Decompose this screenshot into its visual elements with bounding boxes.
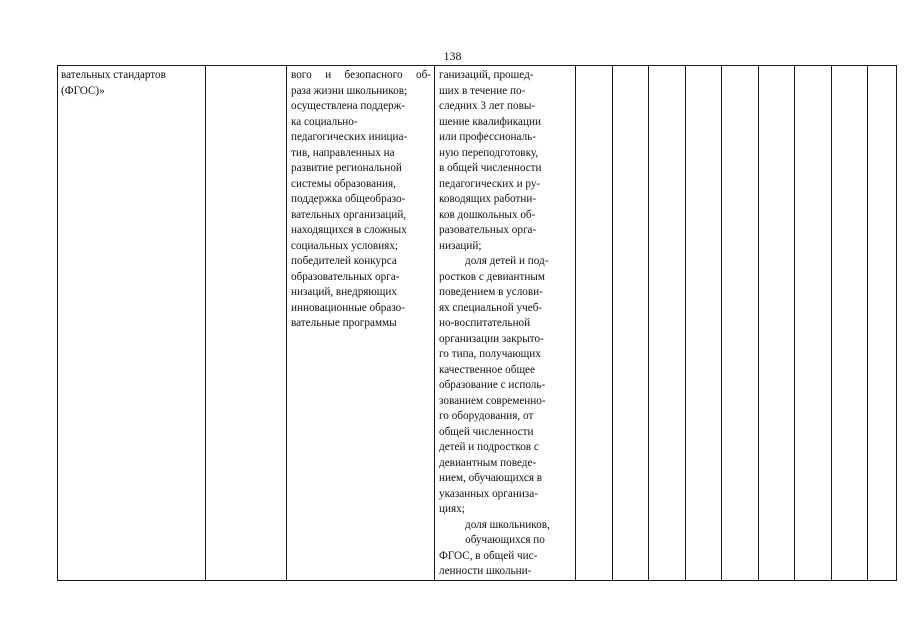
col4-line: в общей численности (439, 162, 542, 174)
col3-line: победителей конкурса (291, 255, 397, 267)
col3-line: тив, направленных на (291, 146, 395, 159)
col4-line: или профессиональ- (439, 131, 536, 143)
col4-line: нием, обучающихся в (439, 472, 543, 484)
cell-value-4 (686, 66, 722, 581)
col3-line: социальных условиях; (291, 239, 399, 252)
col4-line: ФГОС, в общей чис- (439, 549, 538, 562)
col3-line: раза жизни школьников; (291, 84, 408, 97)
col1-line: вательных стандартов (61, 69, 166, 81)
table-row (58, 66, 897, 581)
col4-line: доля школьников, (465, 518, 550, 531)
col4-line: ков дошкольных об- (439, 208, 536, 221)
col3-line: развитие региональной (291, 162, 402, 174)
col4-line: го оборудования, от (439, 410, 534, 422)
col1-text (58, 66, 205, 99)
col3-line: поддержка общеобразо- (291, 193, 406, 205)
cell-value-8 (832, 66, 868, 581)
col4-line: низаций; (439, 239, 482, 252)
col3-line: вого и безопасного об- (291, 69, 431, 81)
col3-line: вательных организаций, (291, 208, 407, 221)
col3-line: инновационные образо- (291, 301, 405, 314)
col4-line: шение квалификации (439, 115, 541, 128)
cell-value-2 (613, 66, 649, 581)
col4-line: зованием современно- (439, 394, 546, 407)
col3-line: образовательных орга- (291, 270, 400, 283)
col4-line: девиантным поведе- (439, 456, 537, 469)
cell-value-9 (868, 66, 897, 581)
col4-line: но-воспитательной (439, 317, 531, 329)
document-table (57, 65, 897, 581)
col3-line: осуществлена поддерж- (291, 100, 406, 112)
cell-value-6 (759, 66, 795, 581)
col4-line: разовательных орга- (439, 224, 537, 236)
col3-line: низаций, внедряющих (291, 286, 397, 298)
col4-line: ганизаций, прошед- (439, 69, 534, 81)
col4-line: образование с исполь- (439, 379, 546, 391)
col4-line: качественное общее (439, 363, 535, 376)
cell-program-name (58, 66, 206, 581)
cell-indicators (435, 66, 576, 581)
col4-line: педагогических и ру- (439, 177, 541, 190)
col3-line: вательные программы (291, 317, 397, 329)
cell-value-3 (649, 66, 686, 581)
col4-line: организации закрыто- (439, 332, 544, 345)
col4-line: ную переподготовку, (439, 146, 539, 159)
page-number: 138 (443, 49, 462, 63)
cell-value-7 (795, 66, 832, 581)
col3-text (287, 66, 434, 332)
col4-line: ших в течение по- (439, 84, 526, 97)
col4-line: общей численности (439, 425, 534, 438)
col3-line: находящихся в сложных (291, 224, 407, 236)
col4-line: ководящих работни- (439, 193, 537, 205)
cell-results (287, 66, 435, 581)
cell-value-5 (722, 66, 759, 581)
cell-value-1 (576, 66, 613, 581)
col1-line: (ФГОС)» (61, 84, 105, 97)
col4-line: ростков с девиантным (439, 270, 545, 283)
col4-line: циях; (439, 503, 465, 515)
col4-line: ленности школьни- (439, 565, 532, 577)
col4-line: доля детей и под- (465, 255, 549, 267)
col3-line: педагогических инициа- (291, 131, 408, 143)
col4-line: следних 3 лет повы- (439, 100, 536, 112)
col4-line: ях специальной учеб- (439, 301, 543, 314)
col4-line: детей и подростков с (439, 441, 539, 453)
col3-line: системы образования, (291, 177, 396, 190)
col4-text (435, 66, 575, 580)
col4-line: поведением в услови- (439, 286, 543, 298)
col4-line: обучающихся по (465, 534, 545, 546)
col3-line: ка социально- (291, 115, 358, 128)
col4-line: го типа, получающих (439, 348, 541, 360)
col4-line: указанных организа- (439, 487, 538, 500)
cell-empty-2 (206, 66, 287, 581)
